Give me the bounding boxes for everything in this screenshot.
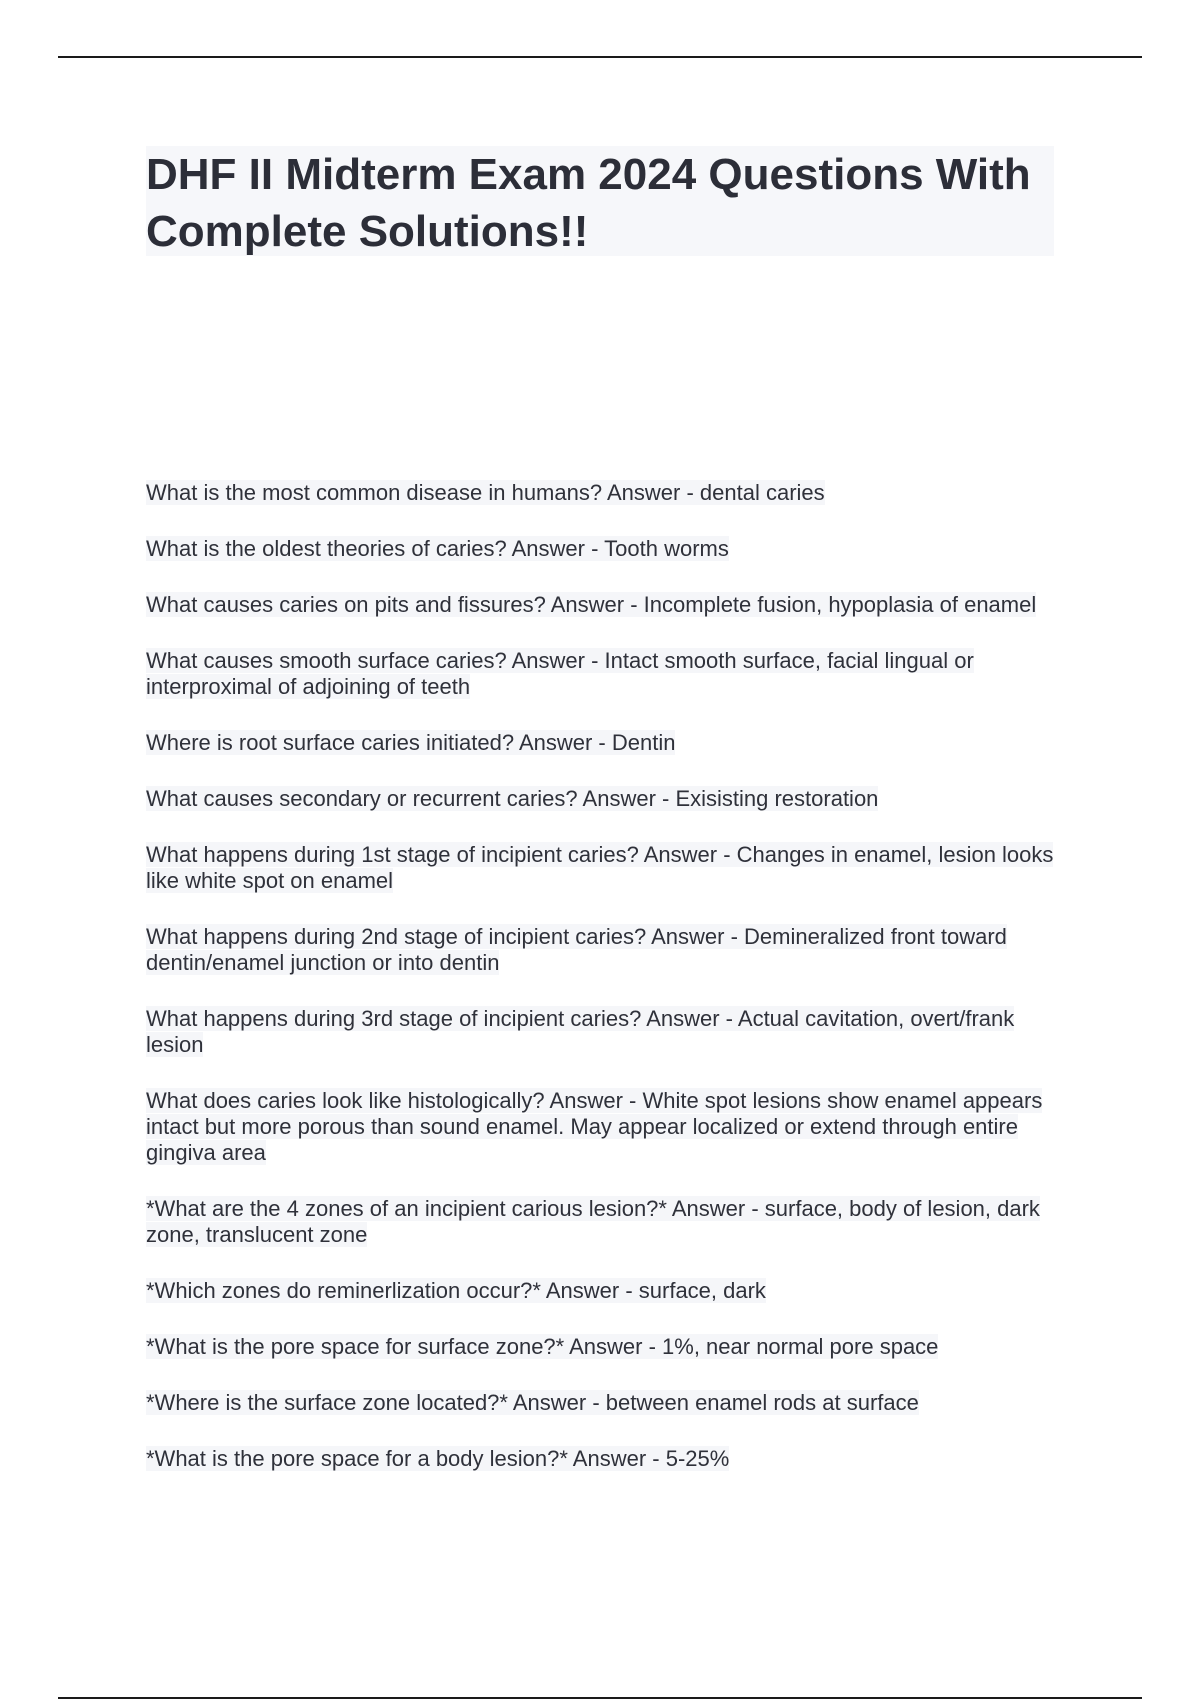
qa-text: *Which zones do reminerlization occur?* Answer - surface, dark bbox=[146, 1278, 766, 1303]
qa-text: What happens during 1st stage of incipient caries? Answer - Changes in enamel, lesion looks like white spot on enamel bbox=[146, 842, 1054, 893]
qa-item-2 bbox=[146, 536, 1054, 562]
qa-text: *Where is the surface zone located?* Answer - between enamel rods at surface bbox=[146, 1390, 919, 1415]
qa-item-14 bbox=[146, 1390, 1054, 1416]
qa-item-6 bbox=[146, 786, 1054, 812]
top-rule bbox=[58, 56, 1142, 58]
document-title: DHF II Midterm Exam 2024 Questions With Complete Solutions!! bbox=[146, 150, 1031, 256]
qa-text: *What are the 4 zones of an incipient carious lesion?* Answer - surface, body of lesion, dark zone, translucent zone bbox=[146, 1196, 1040, 1247]
qa-text: What does caries look like histologically? Answer - White spot lesions show enamel appears intact but more porous than sound enamel. May appear localized or extend through entire gingiva area bbox=[146, 1088, 1043, 1165]
qa-item-4 bbox=[146, 648, 1054, 700]
qa-text: What happens during 2nd stage of incipient caries? Answer - Demineralized front toward dentin/enamel junction or into dentin bbox=[146, 924, 1007, 975]
qa-text: *What is the pore space for a body lesion?* Answer - 5-25% bbox=[146, 1446, 730, 1471]
qa-text: Where is root surface caries initiated? Answer - Dentin bbox=[146, 730, 676, 755]
qa-text: What causes caries on pits and fissures? Answer - Incomplete fusion, hypoplasia of enamel bbox=[146, 592, 1037, 617]
qa-item-3 bbox=[146, 592, 1054, 618]
qa-item-1 bbox=[146, 480, 1054, 506]
qa-item-10 bbox=[146, 1088, 1054, 1166]
qa-text: What causes smooth surface caries? Answer - Intact smooth surface, facial lingual or interproximal of adjoining of teeth bbox=[146, 648, 974, 699]
bottom-rule bbox=[58, 1697, 1142, 1699]
qa-item-12 bbox=[146, 1278, 1054, 1304]
qa-text: What causes secondary or recurrent caries? Answer - Exisisting restoration bbox=[146, 786, 879, 811]
qa-item-7 bbox=[146, 842, 1054, 894]
qa-list bbox=[146, 480, 1054, 1502]
qa-item-15 bbox=[146, 1446, 1054, 1472]
qa-item-9 bbox=[146, 1006, 1054, 1058]
qa-text: What happens during 3rd stage of incipient caries? Answer - Actual cavitation, overt/frank lesion bbox=[146, 1006, 1015, 1057]
qa-item-5 bbox=[146, 730, 1054, 756]
qa-item-11 bbox=[146, 1196, 1054, 1248]
qa-item-8 bbox=[146, 924, 1054, 976]
qa-text: What is the most common disease in humans? Answer - dental caries bbox=[146, 480, 825, 505]
qa-text: What is the oldest theories of caries? Answer - Tooth worms bbox=[146, 536, 729, 561]
qa-text: *What is the pore space for surface zone?* Answer - 1%, near normal pore space bbox=[146, 1334, 939, 1359]
qa-item-13 bbox=[146, 1334, 1054, 1360]
